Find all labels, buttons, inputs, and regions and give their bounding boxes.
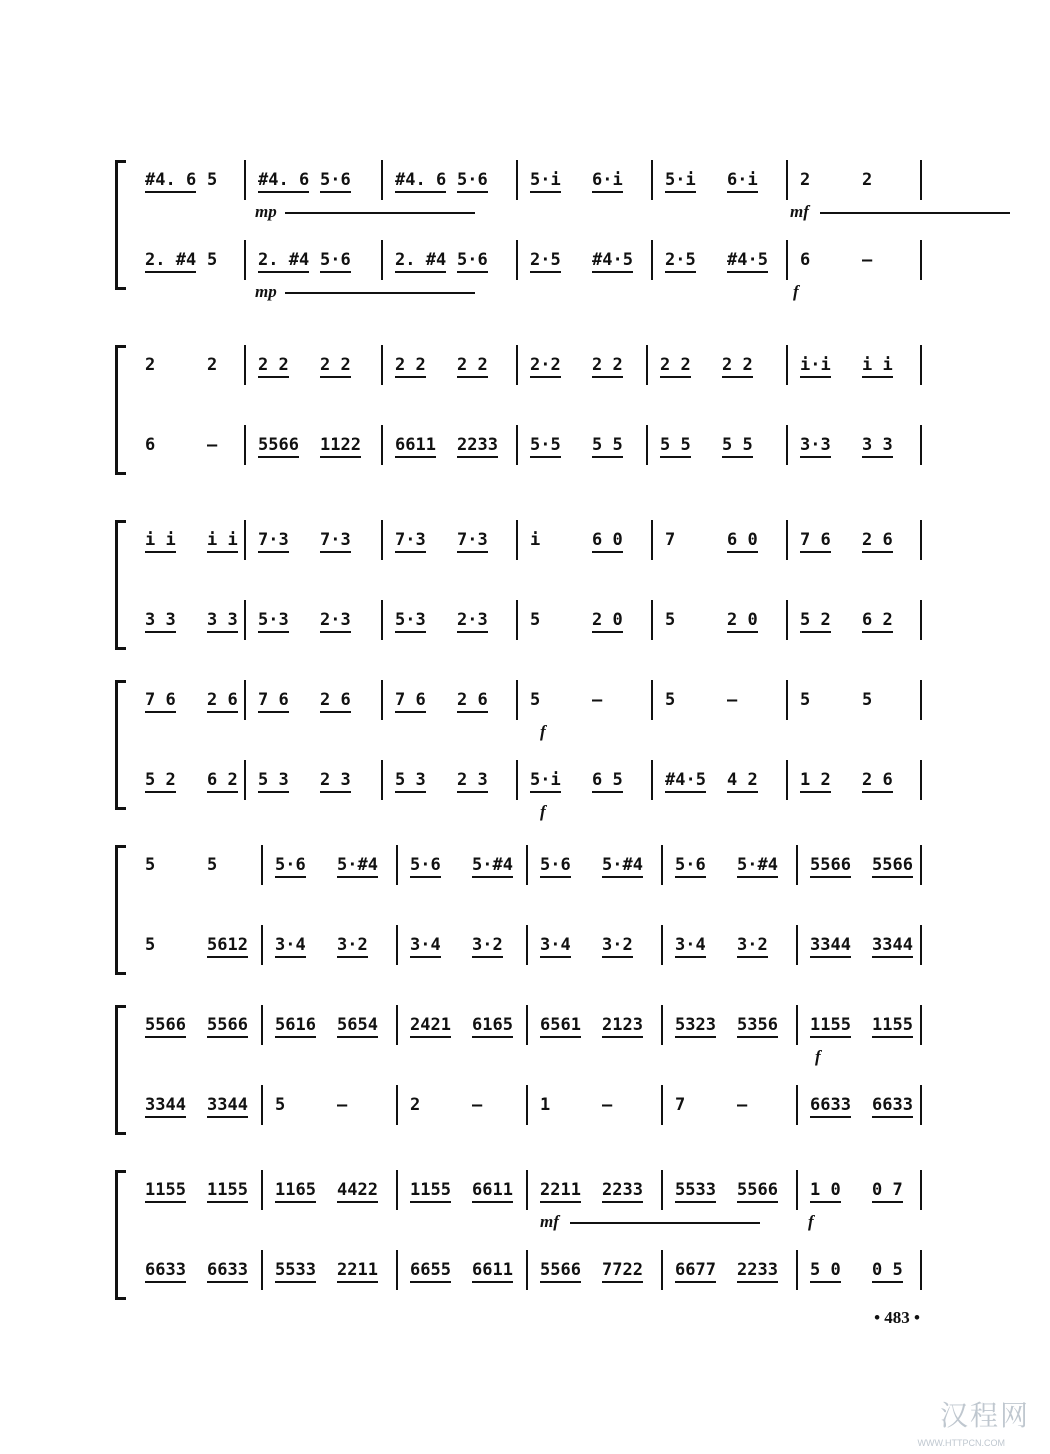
note-group: 6633 [810, 1095, 851, 1118]
final-bar-line [920, 520, 922, 560]
bar-line [261, 845, 263, 885]
system-bracket [115, 1170, 126, 1300]
note-group: i [530, 530, 541, 550]
note-group: 2 2 [258, 355, 289, 378]
bar-line [381, 425, 383, 465]
note-group: 5612 [207, 935, 248, 958]
dynamic-marking: f [808, 1212, 814, 1231]
note-group: 3·2 [472, 935, 503, 958]
note-group: 5·6 [275, 855, 306, 878]
note-group: 2 [207, 355, 218, 375]
note-group: 3·4 [675, 935, 706, 958]
note-group: 3·3 [800, 435, 831, 458]
note-group: 6·i [727, 170, 758, 193]
bar-line [526, 1250, 528, 1290]
bar-line [396, 1005, 398, 1045]
note-group: 6611 [472, 1260, 513, 1283]
bar-line [244, 345, 246, 385]
bar-line [381, 520, 383, 560]
note-group: 5 2 [145, 770, 176, 793]
note-group: 3 3 [145, 610, 176, 633]
note-group: 2233 [602, 1180, 643, 1203]
note-group: 2 2 [722, 355, 753, 378]
note-group: i·i [800, 355, 831, 378]
bar-line [516, 520, 518, 560]
score-system [115, 345, 920, 475]
note-group: 5·3 [395, 610, 426, 633]
watermark-logo: 汉程网 [939, 1399, 1030, 1432]
note-group: 1 0 [810, 1180, 841, 1203]
note-group: 5533 [275, 1260, 316, 1283]
note-group: 2 [410, 1095, 421, 1115]
bar-line [396, 1250, 398, 1290]
note-group: 6633 [872, 1095, 913, 1118]
bar-line [786, 600, 788, 640]
note-group: 5 5 [722, 435, 753, 458]
score-system [115, 680, 920, 821]
note-group: 5654 [337, 1015, 378, 1038]
dynamic-marking: f [540, 722, 546, 741]
crescendo-hairpin [820, 212, 1010, 214]
bar-line [526, 925, 528, 965]
final-bar-line [920, 680, 922, 720]
note-group: 6 5 [592, 770, 623, 793]
note-group: 3 3 [207, 610, 238, 633]
note-group: 6611 [472, 1180, 513, 1203]
note-group: 1 2 [800, 770, 831, 793]
note-group: 5 2 [800, 610, 831, 633]
dynamic-marking: mf [790, 202, 809, 221]
note-group: 5 [207, 855, 218, 875]
bar-line [516, 425, 518, 465]
final-bar-line [920, 160, 922, 200]
note-group: 5566 [872, 855, 913, 878]
note-group: 5356 [737, 1015, 778, 1038]
note-group: 5·5 [530, 435, 561, 458]
bar-line [796, 925, 798, 965]
note-group: 3·2 [737, 935, 768, 958]
note-group: 5·6 [457, 170, 488, 193]
note-group: 7 6 [800, 530, 831, 553]
bar-line [381, 240, 383, 280]
crescendo-hairpin [570, 1222, 760, 1224]
note-group: 5·6 [320, 170, 351, 193]
note-group: 2123 [602, 1015, 643, 1038]
bar-line [526, 1085, 528, 1125]
bar-line [516, 160, 518, 200]
note-group: 5 [145, 855, 156, 875]
upper-part [135, 1170, 920, 1231]
bar-line [646, 345, 648, 385]
bar-line [396, 1170, 398, 1210]
system-bracket [115, 1005, 126, 1135]
bar-line [516, 680, 518, 720]
upper-part [135, 160, 920, 221]
note-group: – [337, 1095, 348, 1115]
bar-line [261, 1085, 263, 1125]
note-group: – [207, 435, 218, 455]
note-group: 5 3 [258, 770, 289, 793]
note-group: 5 [665, 690, 676, 710]
bar-line [646, 425, 648, 465]
bar-line [796, 1250, 798, 1290]
note-group: 2 0 [592, 610, 623, 633]
note-group: i i [862, 355, 893, 378]
note-group: 1 [540, 1095, 551, 1115]
note-group: 2. #4 [395, 250, 446, 273]
note-group: 5 5 [592, 435, 623, 458]
note-group: #4. 6 [145, 170, 196, 193]
note-group: #4·5 [592, 250, 633, 273]
note-group: 3·2 [337, 935, 368, 958]
note-group: 1155 [207, 1180, 248, 1203]
note-group: 3344 [145, 1095, 186, 1118]
note-group: 1155 [145, 1180, 186, 1203]
bar-line [516, 760, 518, 800]
score-system [115, 845, 920, 975]
note-group: 5·6 [410, 855, 441, 878]
bar-line [786, 160, 788, 200]
note-group: 3344 [207, 1095, 248, 1118]
note-group: 5·6 [675, 855, 706, 878]
note-group: 7·3 [457, 530, 488, 553]
bar-line [796, 1085, 798, 1125]
note-group: 2233 [737, 1260, 778, 1283]
note-group: – [602, 1095, 613, 1115]
bar-line [651, 160, 653, 200]
note-group: 7 [675, 1095, 686, 1115]
note-group: 2 6 [207, 690, 238, 713]
bar-line [244, 680, 246, 720]
score-system [115, 1170, 920, 1300]
score-system [115, 520, 920, 650]
note-group: 7 [665, 530, 676, 550]
note-group: 4422 [337, 1180, 378, 1203]
final-bar-line [920, 925, 922, 965]
watermark-url: WWW.HTTPCN.COM [917, 1438, 1005, 1448]
note-group: 7 6 [145, 690, 176, 713]
final-bar-line [920, 1085, 922, 1125]
bar-line [244, 520, 246, 560]
bar-line [396, 845, 398, 885]
note-group: – [592, 690, 603, 710]
note-group: i i [145, 530, 176, 553]
bar-line [661, 845, 663, 885]
bar-line [396, 925, 398, 965]
note-group: 5566 [737, 1180, 778, 1203]
bar-line [786, 520, 788, 560]
bar-line [526, 1005, 528, 1045]
note-group: 5533 [675, 1180, 716, 1203]
note-group: 5 [862, 690, 873, 710]
bar-line [261, 1170, 263, 1210]
note-group: 5566 [145, 1015, 186, 1038]
upper-part [135, 680, 920, 741]
note-group: 2 6 [862, 530, 893, 553]
final-bar-line [920, 240, 922, 280]
bar-line [661, 1170, 663, 1210]
note-group: 2421 [410, 1015, 451, 1038]
final-bar-line [920, 425, 922, 465]
note-group: 7 6 [395, 690, 426, 713]
bar-line [786, 760, 788, 800]
note-group: 2 [862, 170, 873, 190]
note-group: 5·3 [258, 610, 289, 633]
note-group: 2 3 [457, 770, 488, 793]
note-group: – [727, 690, 738, 710]
note-group: – [862, 250, 873, 270]
note-group: #4. 6 [395, 170, 446, 193]
bar-line [786, 240, 788, 280]
note-group: 0 7 [872, 1180, 903, 1203]
note-group: 5·#4 [737, 855, 778, 878]
note-group: 3344 [872, 935, 913, 958]
bar-line [796, 845, 798, 885]
note-group: 2 6 [862, 770, 893, 793]
note-group: 5566 [540, 1260, 581, 1283]
bar-line [244, 600, 246, 640]
note-group: 6633 [145, 1260, 186, 1283]
note-group: 3344 [810, 935, 851, 958]
note-group: 3·4 [275, 935, 306, 958]
note-group: 5·i [530, 770, 561, 793]
score-system [115, 160, 920, 301]
lower-part [135, 1250, 920, 1290]
note-group: 2211 [540, 1180, 581, 1203]
final-bar-line [920, 345, 922, 385]
final-bar-line [920, 1005, 922, 1045]
note-group: 6 [145, 435, 156, 455]
lower-part [135, 240, 920, 301]
bar-line [651, 520, 653, 560]
bar-line [261, 925, 263, 965]
note-group: 6165 [472, 1015, 513, 1038]
note-group: 6677 [675, 1260, 716, 1283]
bar-line [381, 600, 383, 640]
note-group: 5·i [530, 170, 561, 193]
note-group: 5 5 [660, 435, 691, 458]
note-group: 7722 [602, 1260, 643, 1283]
note-group: 7·3 [258, 530, 289, 553]
dynamic-marking: mf [540, 1212, 559, 1231]
note-group: 5·#4 [602, 855, 643, 878]
final-bar-line [920, 600, 922, 640]
note-group: 2. #4 [145, 250, 196, 273]
note-group: 2 3 [320, 770, 351, 793]
final-bar-line [920, 845, 922, 885]
bar-line [661, 925, 663, 965]
note-group: 7·3 [395, 530, 426, 553]
bar-line [786, 345, 788, 385]
note-group: 3·2 [602, 935, 633, 958]
note-group: 5 [207, 250, 218, 270]
note-group: 6 0 [592, 530, 623, 553]
note-group: 5 3 [395, 770, 426, 793]
system-bracket [115, 845, 126, 975]
bar-line [516, 240, 518, 280]
note-group: #4·5 [665, 770, 706, 793]
note-group: 3 3 [862, 435, 893, 458]
dynamic-marking: f [793, 282, 799, 301]
note-group: 2·2 [530, 355, 561, 378]
bar-line [651, 760, 653, 800]
bar-line [381, 160, 383, 200]
page-number: • 483 • [874, 1308, 920, 1327]
bar-line [651, 240, 653, 280]
note-group: 5566 [258, 435, 299, 458]
note-group: 5 [145, 935, 156, 955]
note-group: 2 2 [592, 355, 623, 378]
note-group: 2 2 [320, 355, 351, 378]
bar-line [261, 1005, 263, 1045]
note-group: 5566 [207, 1015, 248, 1038]
lower-part [135, 425, 920, 465]
note-group: 5 [665, 610, 676, 630]
note-group: 2·3 [457, 610, 488, 633]
note-group: 2233 [457, 435, 498, 458]
upper-part [135, 845, 920, 885]
bar-line [261, 1250, 263, 1290]
note-group: 5·6 [457, 250, 488, 273]
note-group: 5566 [810, 855, 851, 878]
note-group: 6·i [592, 170, 623, 193]
note-group: 6633 [207, 1260, 248, 1283]
note-group: 5·i [665, 170, 696, 193]
crescendo-hairpin [285, 212, 475, 214]
note-group: 1155 [872, 1015, 913, 1038]
note-group: 5 [530, 610, 541, 630]
note-group: 7·3 [320, 530, 351, 553]
note-group: 2·5 [665, 250, 696, 273]
bar-line [796, 1005, 798, 1045]
bar-line [651, 600, 653, 640]
bar-line [796, 1170, 798, 1210]
note-group: 5 0 [810, 1260, 841, 1283]
system-bracket [115, 345, 126, 475]
lower-part [135, 600, 920, 640]
lower-part [135, 1085, 920, 1125]
note-group: i i [207, 530, 238, 553]
note-group: 2 0 [727, 610, 758, 633]
note-group: 5616 [275, 1015, 316, 1038]
note-group: 2 6 [320, 690, 351, 713]
upper-part [135, 520, 920, 560]
note-group: 2 6 [457, 690, 488, 713]
note-group: 6561 [540, 1015, 581, 1038]
note-group: 6 0 [727, 530, 758, 553]
note-group: 2 2 [660, 355, 691, 378]
bar-line [244, 240, 246, 280]
note-group: 5 [275, 1095, 286, 1115]
note-group: 0 5 [872, 1260, 903, 1283]
final-bar-line [920, 1250, 922, 1290]
note-group: 6655 [410, 1260, 451, 1283]
bar-line [244, 160, 246, 200]
note-group: 2211 [337, 1260, 378, 1283]
note-group: 2·3 [320, 610, 351, 633]
bar-line [661, 1250, 663, 1290]
note-group: #4·5 [727, 250, 768, 273]
note-group: 3·4 [540, 935, 571, 958]
note-group: 2. #4 [258, 250, 309, 273]
note-group: 5·#4 [472, 855, 513, 878]
note-group: 1155 [810, 1015, 851, 1038]
dynamic-marking: f [540, 802, 546, 821]
final-bar-line [920, 760, 922, 800]
note-group: 5·#4 [337, 855, 378, 878]
note-group: 4 2 [727, 770, 758, 793]
lower-part [135, 760, 920, 821]
note-group: 3·4 [410, 935, 441, 958]
note-group: 6611 [395, 435, 436, 458]
dynamic-marking: f [815, 1047, 821, 1066]
upper-part [135, 1005, 920, 1066]
note-group: 5323 [675, 1015, 716, 1038]
bar-line [381, 680, 383, 720]
note-group: 5 [207, 170, 218, 190]
bar-line [381, 345, 383, 385]
lower-part [135, 925, 920, 965]
bar-line [526, 1170, 528, 1210]
note-group: 2 2 [395, 355, 426, 378]
system-bracket [115, 680, 126, 810]
note-group: 6 2 [207, 770, 238, 793]
system-bracket [115, 520, 126, 650]
bar-line [244, 760, 246, 800]
note-group: 2 [145, 355, 156, 375]
note-group: 7 6 [258, 690, 289, 713]
bar-line [786, 680, 788, 720]
system-bracket [115, 160, 126, 290]
bar-line [661, 1085, 663, 1125]
final-bar-line [920, 1170, 922, 1210]
bar-line [786, 425, 788, 465]
note-group: – [737, 1095, 748, 1115]
bar-line [516, 345, 518, 385]
note-group: 6 2 [862, 610, 893, 633]
note-group: 5·6 [320, 250, 351, 273]
upper-part [135, 345, 920, 385]
note-group: 5 [800, 690, 811, 710]
bar-line [651, 680, 653, 720]
dynamic-marking: mp [255, 282, 277, 301]
note-group: 5·6 [540, 855, 571, 878]
note-group: 2·5 [530, 250, 561, 273]
bar-line [396, 1085, 398, 1125]
score-system [115, 1005, 920, 1135]
note-group: 6 [800, 250, 811, 270]
crescendo-hairpin [285, 292, 475, 294]
bar-line [244, 425, 246, 465]
dynamic-marking: mp [255, 202, 277, 221]
note-group: 5 [530, 690, 541, 710]
note-group: – [472, 1095, 483, 1115]
bar-line [516, 600, 518, 640]
note-group: 1155 [410, 1180, 451, 1203]
bar-line [661, 1005, 663, 1045]
note-group: 1122 [320, 435, 361, 458]
note-group: #4. 6 [258, 170, 309, 193]
note-group: 2 [800, 170, 811, 190]
note-group: 2 2 [457, 355, 488, 378]
bar-line [381, 760, 383, 800]
bar-line [526, 845, 528, 885]
note-group: 1165 [275, 1180, 316, 1203]
